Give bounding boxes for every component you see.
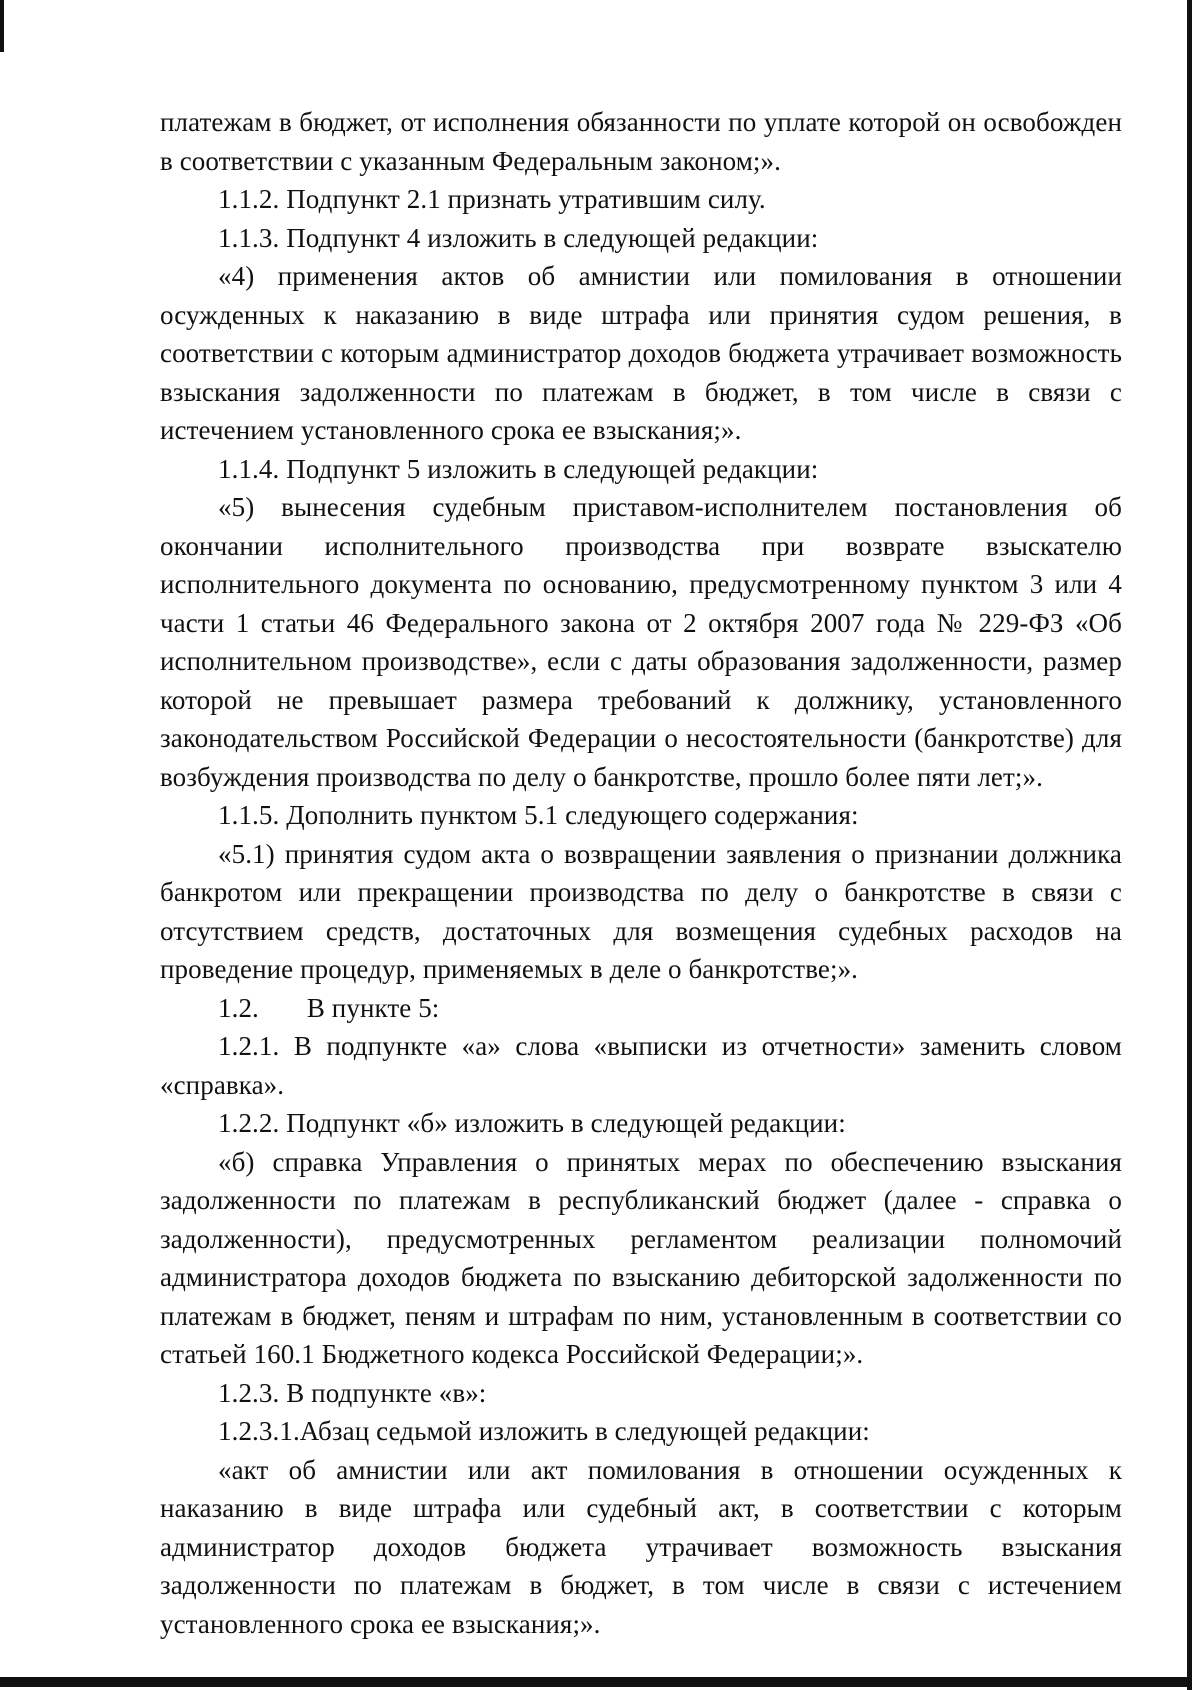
clause-1-1-3: 1.1.3. Подпункт 4 изложить в следующей редакции:	[218, 222, 819, 253]
clause-1-2-1: 1.2.1. В подпункте «а» слова «выписки из отчетности» заменить словом «справка».	[160, 1031, 1122, 1100]
quote-subitem-4: «4) применения актов об амнистии или помилования в отношении осужденных к наказанию в виде штрафа или принятия судом решения, в соответствии с которым администратор доходов бюджета утрачивает возможность взыскания задолженности по платежам в бюджет, в том числе в связи с истечением установленного срока ее взыскания;».	[160, 261, 1122, 445]
clause-1-1-2: 1.1.2. Подпункт 2.1 признать утратившим силу.	[218, 184, 766, 214]
clause-1-1-5: 1.1.5. Дополнить пунктом 5.1 следующего содержания:	[218, 800, 859, 830]
scan-left-edge	[0, 0, 4, 52]
clause-1-2-2: 1.2.2. Подпункт «б» изложить в следующей редакции:	[218, 1108, 846, 1138]
quote-subitem-5: «5) вынесения судебным приставом-исполнителем постановления об окончании исполнительного производства при возврате взыскателю исполнительного документа по основанию, предусмотренному пунктом 3 или 4 части 1 статьи 46 Федерального закона от 2 октября 2007 года № 229-ФЗ «Об исполнительном производстве», если с даты образования задолженности, размер которой не превышает размера требований к должнику, установленного законодательством Российской Федерации о несостоятельности (банкротстве) для возбуждения производства по делу о банкротстве, прошло более пяти лет;».	[160, 492, 1122, 792]
clause-1-2-3-1: 1.2.3.1.Абзац седьмой изложить в следующей редакции:	[218, 1416, 870, 1446]
quote-subitem-5-1: «5.1) принятия судом акта о возвращении заявления о признании должника банкротом или прекращении производства по делу о банкротстве в связи с отсутствием средств, достаточных для возмещения судебных расходов на проведение процедур, применяемых в деле о банкротстве;».	[160, 838, 1122, 984]
paragraph-continuation: платежам в бюджет, от исполнения обязанности по уплате которой он освобожден в соответствии с указанным Федеральным законом;».	[160, 107, 1122, 176]
quote-subitem-b: «б) справка Управления о принятых мерах по обеспечению взыскания задолженности по платежам в республиканский бюджет (далее - справка о задолженности), предусмотренных регламентом реализации полномочий администратора доходов бюджета по взысканию дебиторской задолженности по платежам в бюджет, пеням и штрафам по ним, установленным в соответствии со статьей 160.1 Бюджетного кодекса Российской Федерации;».	[160, 1146, 1122, 1369]
clause-1-1-4: 1.1.4. Подпункт 5 изложить в следующей редакции:	[218, 453, 819, 484]
document-body	[160, 103, 1122, 1643]
scan-right-edge	[1187, 0, 1192, 1690]
quote-paragraph-seven: «акт об амнистии или акт помилования в отношении осужденных к наказанию в виде штрафа или судебный акт, в соответствии с которым администратор доходов бюджета утрачивает возможность взыскания задолженности по платежам в бюджет, в том числе в связи с истечением установленного срока ее взыскания;».	[160, 1454, 1122, 1639]
scan-bottom-edge	[0, 1677, 1192, 1687]
clause-1-2: 1.2. В пункте 5:	[218, 992, 440, 1023]
clause-1-2-3: 1.2.3. В подпункте «в»:	[218, 1377, 487, 1408]
